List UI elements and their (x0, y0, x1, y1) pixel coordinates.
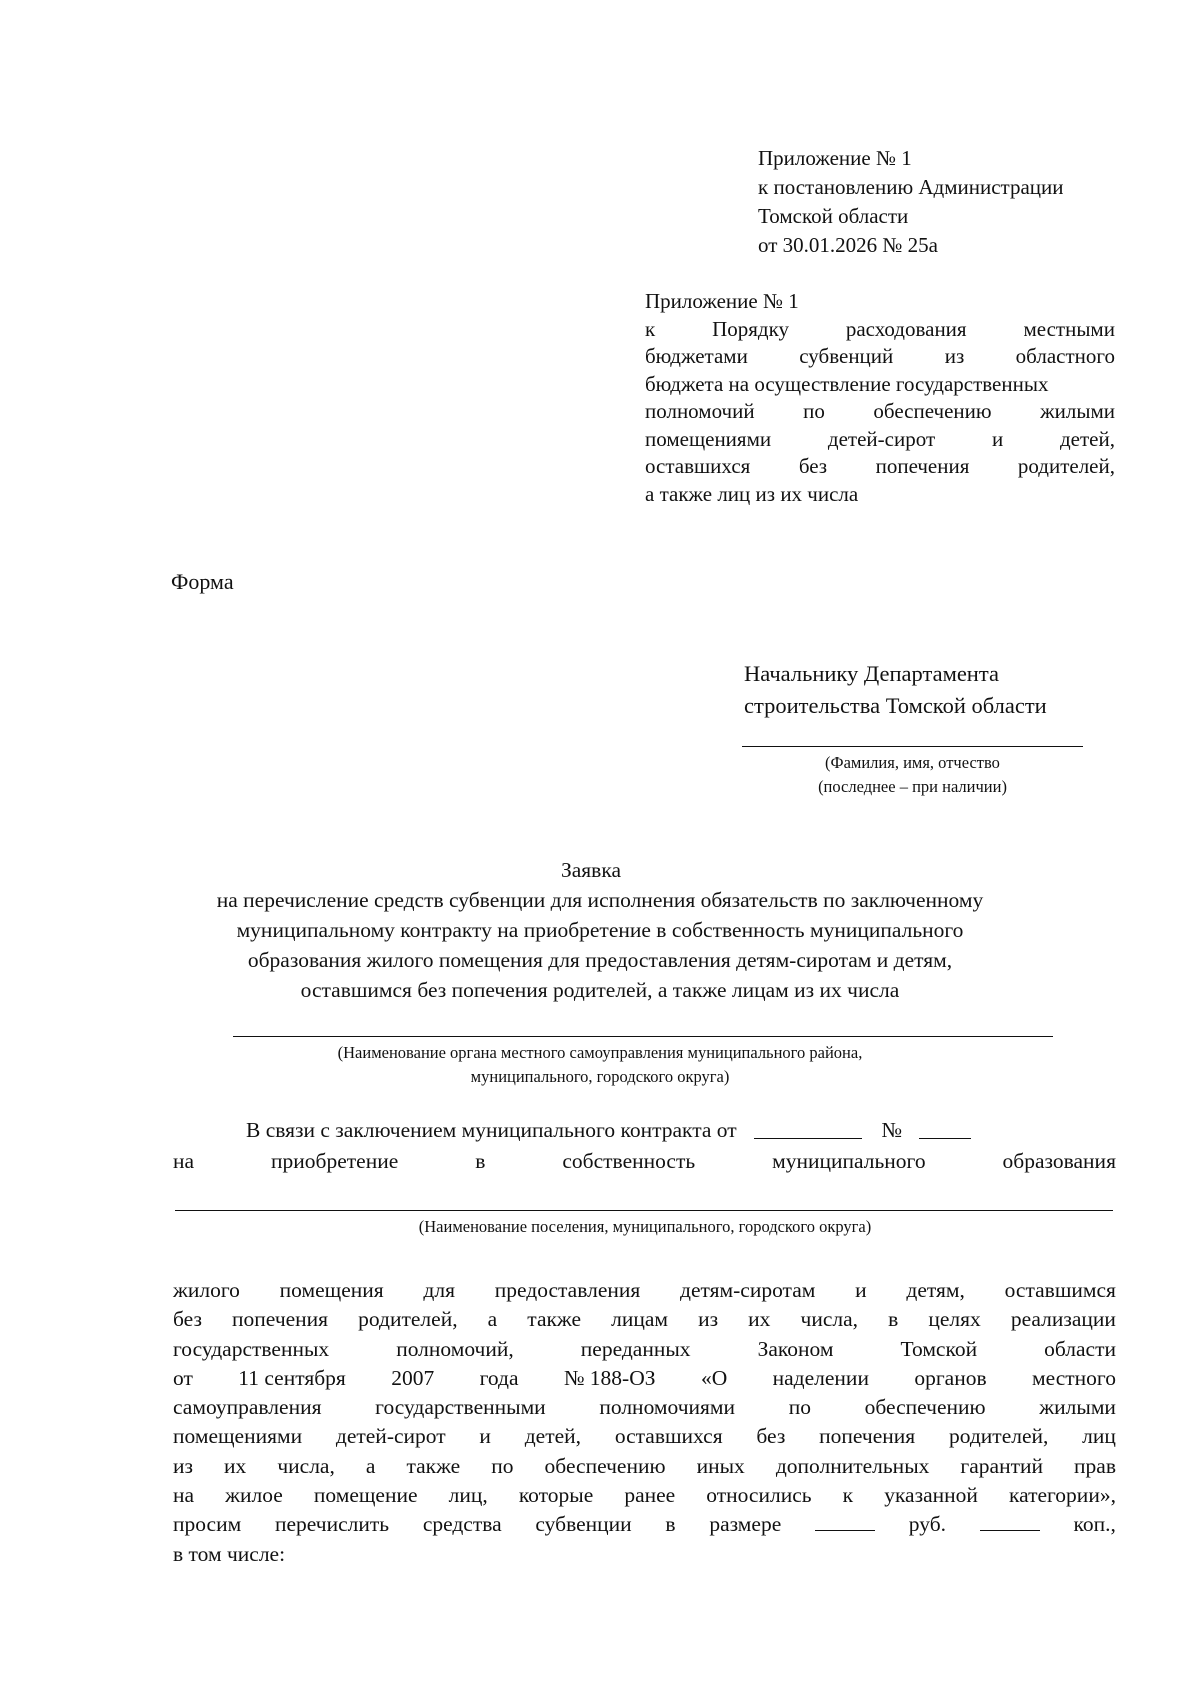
word: субвенции (535, 1512, 632, 1537)
word: Порядку (712, 316, 789, 341)
word: местными (1023, 316, 1115, 341)
word: детей, (524, 1424, 582, 1449)
word: по (803, 399, 825, 423)
word: предоставления (494, 1278, 641, 1302)
word: лиц, (448, 1483, 488, 1508)
word: обеспечению (873, 399, 992, 423)
body-paragraph (173, 1276, 1116, 1569)
contract-number-field[interactable] (919, 1118, 971, 1139)
addressee-line: Начальнику Департамента (744, 661, 999, 686)
word: Томской (900, 1336, 978, 1361)
annex2-row (645, 453, 1115, 481)
word: обеспечению (864, 1395, 986, 1420)
body-row (173, 1481, 1116, 1510)
word: без (173, 1307, 202, 1332)
word: а также лиц из их числа (645, 481, 859, 506)
number-sign: № (881, 1118, 902, 1142)
word: областного (1015, 344, 1115, 368)
word: приобретение (271, 1149, 399, 1173)
word: а (487, 1307, 498, 1332)
word: самоуправления (173, 1395, 322, 1420)
word: на (173, 1483, 195, 1508)
word: в (888, 1307, 899, 1332)
addressee-hint: (последнее – при наличии) (818, 777, 1007, 796)
word: размере (709, 1512, 782, 1537)
word: года (479, 1365, 519, 1390)
word: бюджетами (645, 344, 748, 368)
word: и (479, 1424, 491, 1449)
word: «О (700, 1365, 728, 1390)
word: родителей, (358, 1307, 458, 1332)
word: полномочиями (599, 1395, 736, 1420)
word: целях (928, 1307, 981, 1332)
word: бюджета на осуществление государственных (645, 371, 1049, 396)
word: Законом (757, 1336, 834, 1361)
word: субвенций (799, 344, 894, 368)
word: числа, (800, 1307, 859, 1332)
title-line: образования жилого помещения для предоставления детям-сиротам и детям, (247, 948, 953, 972)
word: лиц (1082, 1424, 1116, 1449)
word: собственность (562, 1149, 696, 1173)
word: попечения (819, 1424, 916, 1449)
body-row (173, 1452, 1116, 1481)
word: жилого (173, 1278, 240, 1302)
word: детям, (906, 1278, 965, 1302)
word: дополнительных (775, 1453, 930, 1478)
rubles-field[interactable] (815, 1510, 875, 1531)
annex2-row (645, 426, 1115, 454)
word: государственными (375, 1395, 546, 1420)
word: для (423, 1278, 455, 1302)
annex2-row (645, 371, 1115, 399)
word: помещения (279, 1278, 384, 1302)
word: 11 сентября (238, 1365, 346, 1390)
word: из (944, 344, 965, 368)
annex1-line: к постановлению Администрации (758, 175, 1064, 199)
word: средства (422, 1512, 502, 1537)
document-title: Заявка (560, 858, 622, 882)
word: полномочий (645, 399, 755, 423)
annex1-line: от 30.01.2026 № 25а (758, 233, 939, 257)
word: которые (518, 1483, 594, 1508)
rub-label: руб. (908, 1512, 947, 1537)
settlement-hint: (Наименование поселения, муниципального, городского округа) (418, 1217, 872, 1236)
annex2-row (645, 343, 1115, 371)
word: 2007 (391, 1365, 435, 1390)
org-hint: муниципального, городского округа) (470, 1067, 730, 1086)
word: местного (1032, 1365, 1116, 1390)
annex2-row (645, 481, 1115, 509)
word: жилыми (1040, 399, 1115, 423)
word: без (798, 454, 828, 478)
body-row (173, 1276, 1116, 1305)
word: лицам (611, 1307, 669, 1332)
word: перечислить (274, 1512, 390, 1537)
form-label: Форма (171, 569, 234, 594)
word: без (756, 1424, 786, 1449)
word: к (645, 316, 656, 341)
kop-label: коп., (1073, 1512, 1116, 1537)
contract-date-field[interactable] (754, 1118, 862, 1139)
word: их (748, 1307, 771, 1332)
word: числа, (277, 1453, 335, 1478)
word: а (365, 1453, 376, 1478)
word: также (527, 1307, 582, 1332)
word: помещениями (173, 1424, 303, 1449)
annex2-row (645, 316, 1115, 344)
word: оставшихся (614, 1424, 723, 1449)
addressee-line: строительства Томской области (744, 693, 1047, 718)
amount-row (173, 1510, 1116, 1539)
word: по (788, 1395, 811, 1420)
annex2-row (645, 398, 1115, 426)
word: к (842, 1483, 854, 1508)
word: области (1044, 1336, 1116, 1361)
word: и (855, 1278, 867, 1302)
word: из (173, 1453, 193, 1478)
word: родителей, (1017, 454, 1115, 478)
word: просим (173, 1512, 242, 1537)
word: образования (1002, 1149, 1116, 1173)
word: указанной (884, 1483, 978, 1508)
annex2-title: Приложение № 1 (645, 289, 799, 313)
word: по (491, 1453, 514, 1478)
word: из (698, 1307, 719, 1332)
word: обеспечению (544, 1453, 666, 1478)
word: гарантий (960, 1453, 1043, 1478)
word: на (173, 1149, 195, 1173)
settlement-name-field[interactable] (175, 1210, 1113, 1211)
word: в (475, 1149, 486, 1173)
annex1-line: Приложение № 1 (758, 146, 912, 170)
word: оставшихся (645, 454, 751, 478)
org-name-field[interactable] (233, 1036, 1053, 1037)
contract-line-2 (173, 1149, 1116, 1174)
word: в (665, 1512, 676, 1537)
word: детям-сиротам (680, 1278, 816, 1302)
word: относились (706, 1483, 812, 1508)
body-row (173, 1335, 1116, 1364)
title-line: на перечисление средств субвенции для исполнения обязательств по заключенному (216, 888, 984, 912)
word: расходования (845, 316, 967, 341)
word: реализации (1010, 1307, 1116, 1332)
word: от (173, 1365, 193, 1390)
annex-header-2 (645, 288, 1115, 508)
word: жилыми (1039, 1395, 1116, 1420)
word: детей-сирот (335, 1424, 446, 1449)
addressee-name-field[interactable] (742, 746, 1083, 747)
word: родителей, (948, 1424, 1049, 1449)
word: органов (914, 1365, 987, 1390)
contract-line (246, 1118, 971, 1143)
word: также (406, 1453, 461, 1478)
kopecks-field[interactable] (980, 1510, 1040, 1531)
body-row (173, 1305, 1116, 1334)
word: детей, (1060, 426, 1115, 451)
word: попечения (875, 454, 970, 478)
word: детей-сирот (827, 426, 936, 451)
addressee-hint: (Фамилия, имя, отчество (825, 753, 1000, 772)
word: ранее (624, 1483, 676, 1508)
word: их (224, 1453, 247, 1478)
word: и (991, 426, 1004, 451)
word: иных (696, 1453, 745, 1478)
title-line: оставшимся без попечения родителей, а также лицам из их числа (300, 978, 900, 1002)
word: помещениями (645, 426, 772, 451)
word: категории», (1008, 1483, 1116, 1508)
contract-text: В связи с заключением муниципального контракта от (246, 1118, 737, 1142)
body-row (173, 1393, 1116, 1422)
org-hint: (Наименование органа местного самоуправления муниципального района, (337, 1043, 863, 1062)
word: наделении (772, 1365, 869, 1390)
word: муниципального (772, 1149, 926, 1173)
word: переданных (580, 1336, 691, 1361)
word: оставшимся (1004, 1278, 1116, 1302)
body-row-last: в том числе: (173, 1541, 286, 1566)
word: государственных (173, 1336, 330, 1361)
body-row (173, 1364, 1116, 1393)
word: попечения (232, 1307, 329, 1332)
word: жилое (225, 1483, 283, 1508)
word: помещение (313, 1483, 418, 1508)
body-row (173, 1422, 1116, 1451)
word: № 188-ОЗ (563, 1365, 656, 1390)
word: полномочий, (396, 1336, 514, 1361)
title-line: муниципальному контракту на приобретение в собственность муниципального (236, 918, 964, 942)
word: прав (1074, 1453, 1116, 1478)
annex1-line: Томской области (758, 204, 909, 228)
